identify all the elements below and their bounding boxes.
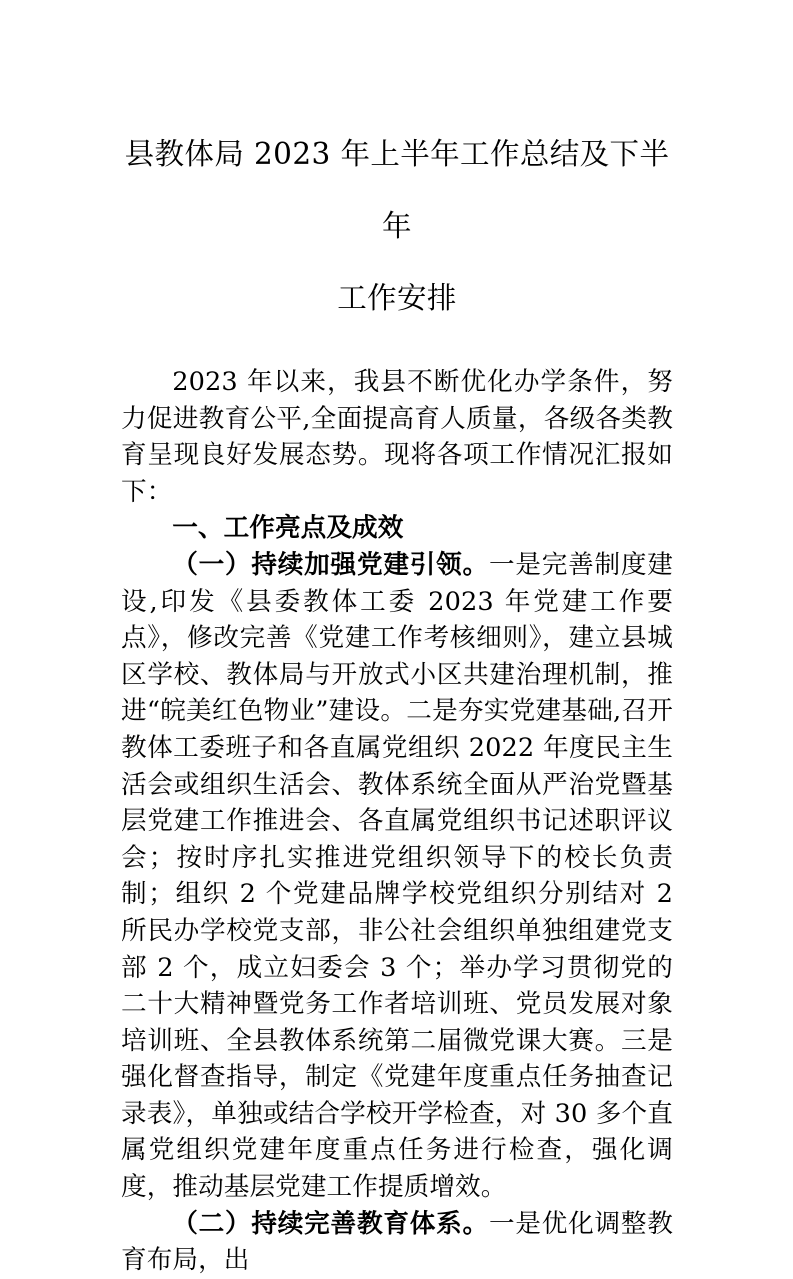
subsection-body-1: 一是完善制度建设,印发《县委教体工委 2023 年党建工作要点》，修改完善《党建工作考核细则》，建立县城区学校、教体局与开放式小区共建治理机制，推进“皖美红色物业”建设。二是夯实党建基础,召开教体工委班子和各直属党组织 2022 年度民主生活会或组织生活会、教体系统全面从严治党暨基层党建工作推进会、各直属党组织书记述职评议会；按时序扎实推进党组织领导下的校长负责制；组织 2 个党建品牌学校党组织分别结对 2 所民办学校党支部，非公社会组织单独组建党支部 2 个，成立妇委会 3 个；举办学习贯彻党的二十大精神暨党务工作者培训班、党员发展对象培训班、全县教体系统第二届微党课大赛。三是强化督查指导，制定《党建年度重点任务抽查记录表》，单独或结合学校开学检查，对 30 多个直属党组织党建年度重点任务进行检查，强化调度，推动基层党建工作提质增效。 <box>121 549 674 1203</box>
subsection-paragraph-1 <box>121 547 673 1206</box>
section-heading-1: 一、工作亮点及成效 <box>172 513 404 544</box>
page-title-line-1: 县教体局 2023 年上半年工作总结及下半年 <box>124 137 670 243</box>
subsection-lead-2: （二）持续完善教育体系。 <box>172 1208 489 1239</box>
document-content <box>121 0 673 1279</box>
subsection-lead-1: （一）持续加强党建引领。 <box>172 549 489 580</box>
page-title <box>121 0 673 334</box>
subsection-paragraph-2 <box>121 1206 673 1279</box>
subsection-body-2: 一是优化调整教育布局，出 <box>121 1208 674 1276</box>
intro-paragraph: 2023 年以来，我县不断优化办学条件，努力促进教育公平,全面提高育人质量，各级各类教育呈现良好发展态势。现将各项工作情况汇报如下： <box>121 367 673 507</box>
page-title-line-2: 工作安排 <box>337 281 457 315</box>
